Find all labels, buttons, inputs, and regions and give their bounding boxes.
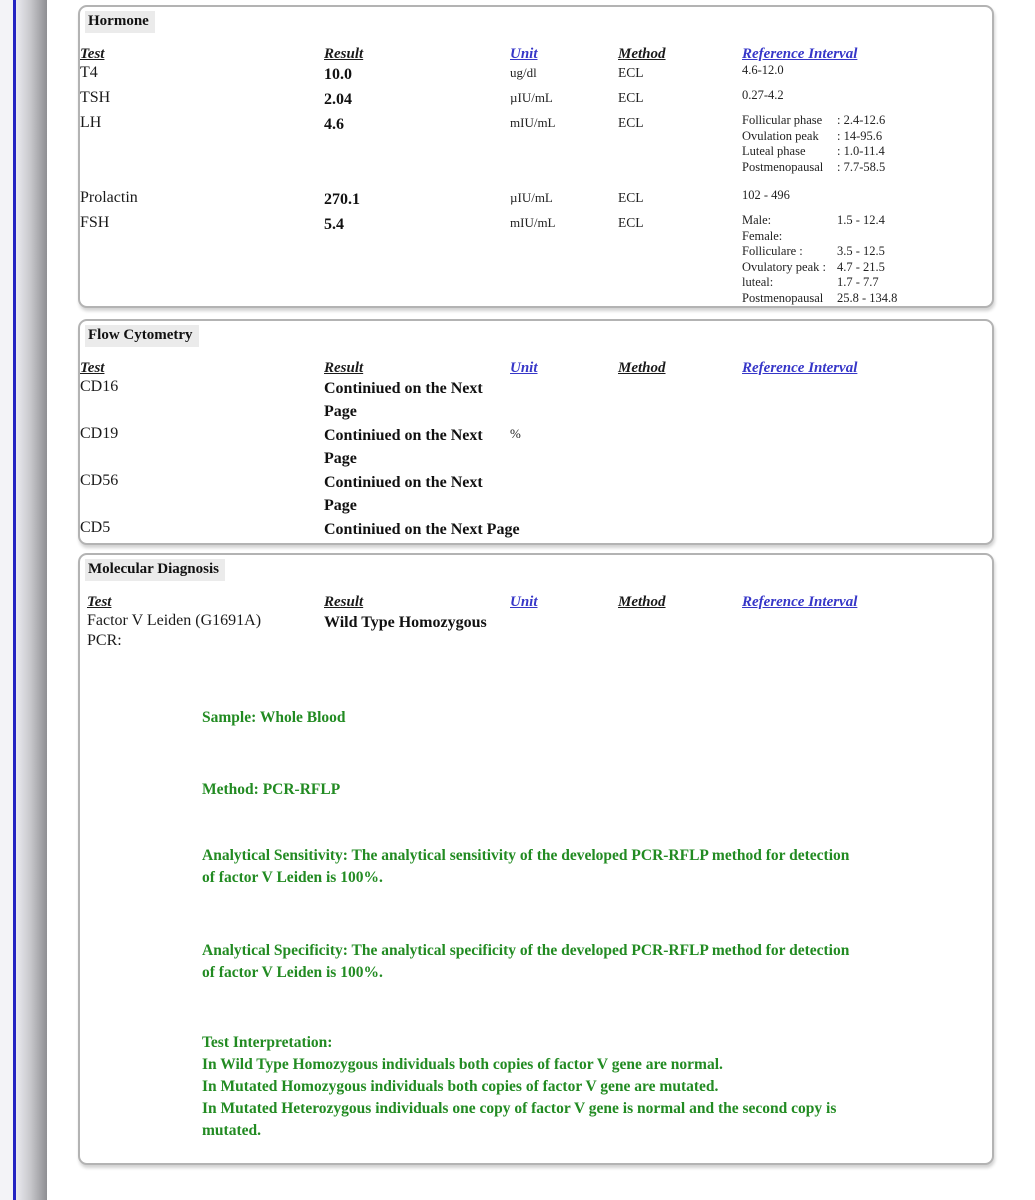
reference-value: 4.6-12.0 <box>742 63 784 77</box>
column-header-unit[interactable]: Unit <box>510 46 538 62</box>
reference-value: 1.7 - 7.7 <box>837 275 879 289</box>
reference-value: 1.5 - 12.4 <box>837 213 885 227</box>
cell-unit: µIU/mL <box>510 190 553 205</box>
cell-reference <box>742 518 992 541</box>
cell-test: TSH <box>80 89 111 106</box>
reference-label: Ovulatory peak : <box>742 259 827 274</box>
molecular-diagnosis-section-title: Molecular Diagnosis <box>85 559 225 581</box>
note-analytical-sensitivity: Analytical Sensitivity: The analytical sensitivity of the developed PCR-RFLP method for detection of factor V Leiden is 100%. <box>202 847 850 886</box>
reference-value: 0.27-4.2 <box>742 88 784 102</box>
cell-unit <box>510 471 618 518</box>
molecular-notes <box>202 707 857 1142</box>
cell-method: ECL <box>618 115 644 130</box>
cell-unit: mIU/mL <box>510 215 556 230</box>
hormone-table <box>80 39 992 306</box>
reference-value: : 2.4-12.6 <box>837 113 886 127</box>
flow-cytometry-table <box>80 353 992 541</box>
cell-test: T4 <box>80 64 98 81</box>
table-row-prolactin <box>80 188 992 213</box>
column-header-unit[interactable]: Unit <box>510 594 538 610</box>
cell-reference <box>742 213 992 306</box>
page-left-margin <box>0 0 13 1200</box>
reference-label: Folliculare : <box>742 244 803 258</box>
note-analytical-specificity: Analytical Specificity: The analytical specificity of the developed PCR-RFLP method for detection of factor V Leiden is 100%. <box>202 942 850 981</box>
table-row-cd56 <box>80 471 992 518</box>
column-header-result[interactable]: Result <box>324 46 364 62</box>
column-header-method[interactable]: Method <box>618 46 666 62</box>
table-row-t4 <box>80 63 992 88</box>
note-sample: Sample: Whole Blood <box>202 709 346 726</box>
cell-result: Continiued on the Next Page <box>324 380 483 420</box>
cell-method: ECL <box>618 190 644 205</box>
reference-value: : 1.0-11.4 <box>837 144 885 158</box>
column-header-reference[interactable]: Reference Interval <box>742 360 858 376</box>
cell-method <box>618 424 742 471</box>
column-header-method[interactable]: Method <box>618 594 666 610</box>
cell-result: Continiued on the Next Page <box>324 521 520 538</box>
reference-value: 25.8 - 134.8 <box>837 290 898 305</box>
reference-label: Ovulation peak <box>742 128 819 143</box>
cell-result: 10.0 <box>324 66 352 83</box>
flow-cytometry-section-title: Flow Cytometry <box>85 325 199 347</box>
table-row-fsh <box>80 213 992 306</box>
cell-result: Continiued on the Next Page <box>324 474 483 514</box>
cell-test: Factor V Leiden (G1691A) PCR: <box>87 612 262 649</box>
note-test-interpretation <box>202 1032 857 1142</box>
reference-value: 4.7 - 21.5 <box>837 259 885 274</box>
column-header-reference[interactable]: Reference Interval <box>742 594 858 610</box>
cell-test: CD16 <box>80 378 119 395</box>
cell-reference <box>742 377 992 424</box>
table-row-cd16 <box>80 377 992 424</box>
cell-reference <box>742 611 992 651</box>
cell-unit <box>510 518 618 541</box>
cell-unit <box>510 611 618 651</box>
interpretation-line: In Mutated Heterozygous individuals one copy of factor V gene is normal and the second copy is mutated. <box>202 1100 837 1139</box>
cell-reference <box>742 188 992 213</box>
cell-unit: % <box>510 426 521 441</box>
table-row-tsh <box>80 88 992 113</box>
cell-result: Wild Type Homozygous <box>324 614 487 631</box>
cell-result: 270.1 <box>324 191 360 208</box>
cell-method: ECL <box>618 90 644 105</box>
cell-unit: mIU/mL <box>510 115 556 130</box>
reference-label: Postmenopausal <box>742 290 824 305</box>
cell-result: 4.6 <box>324 116 344 133</box>
reference-value: 102 - 496 <box>742 188 790 202</box>
cell-test: CD56 <box>80 472 119 489</box>
cell-method <box>618 377 742 424</box>
column-header-test[interactable]: Test <box>87 594 112 610</box>
molecular-header-row <box>80 587 992 611</box>
cell-unit: µIU/mL <box>510 90 553 105</box>
table-row-factor-v-leiden <box>80 611 992 651</box>
interpretation-line: In Mutated Homozygous individuals both copies of factor V gene are mutated. <box>202 1078 719 1095</box>
reference-value: : 14-95.6 <box>837 128 883 143</box>
hormone-section-title: Hormone <box>85 11 155 33</box>
cell-test: LH <box>80 114 102 131</box>
cell-test: CD5 <box>80 519 111 536</box>
cell-unit: ug/dl <box>510 65 537 80</box>
hormone-header-row <box>80 39 992 63</box>
cell-unit <box>510 377 618 424</box>
reference-label: Male: <box>742 213 772 227</box>
cell-method <box>618 611 742 651</box>
column-header-result[interactable]: Result <box>324 360 364 376</box>
interpretation-line: In Wild Type Homozygous individuals both copies of factor V gene are normal. <box>202 1056 723 1073</box>
molecular-diagnosis-table <box>80 587 992 651</box>
interpretation-heading: Test Interpretation: <box>202 1034 333 1051</box>
cell-reference <box>742 424 992 471</box>
column-header-result[interactable]: Result <box>324 594 364 610</box>
table-row-cd19 <box>80 424 992 471</box>
cell-reference <box>742 88 992 113</box>
reference-label: Female: <box>742 228 783 243</box>
flow-cytometry-section-card <box>78 319 994 545</box>
cell-method: ECL <box>618 215 644 230</box>
cell-test: Prolactin <box>80 189 138 206</box>
column-header-method[interactable]: Method <box>618 360 666 376</box>
reference-label: Postmenopausal <box>742 159 824 174</box>
column-header-reference[interactable]: Reference Interval <box>742 46 858 62</box>
column-header-test[interactable]: Test <box>80 360 105 376</box>
cell-result: 2.04 <box>324 91 352 108</box>
column-header-test[interactable]: Test <box>80 46 105 62</box>
molecular-diagnosis-section-card <box>78 553 994 1165</box>
reference-label: Follicular phase <box>742 113 823 127</box>
cell-reference <box>742 113 992 188</box>
cell-result: Continiued on the Next Page <box>324 427 483 467</box>
note-method: Method: PCR-RFLP <box>202 781 341 798</box>
cell-reference <box>742 471 992 518</box>
hormone-section-card <box>78 5 994 308</box>
cell-result: 5.4 <box>324 216 344 233</box>
cell-test: FSH <box>80 214 110 231</box>
column-header-unit[interactable]: Unit <box>510 360 538 376</box>
reference-value: : 7.7-58.5 <box>837 159 886 174</box>
flow-header-row <box>80 353 992 377</box>
cell-test: CD19 <box>80 425 119 442</box>
reference-value: 3.5 - 12.5 <box>837 244 885 258</box>
table-row-cd5 <box>80 518 992 541</box>
reference-label: luteal: <box>742 275 774 289</box>
reference-label: Luteal phase <box>742 144 806 158</box>
cell-reference <box>742 63 992 88</box>
cell-method <box>618 518 742 541</box>
page-spine-shadow <box>16 0 47 1200</box>
table-row-lh <box>80 113 992 188</box>
cell-method: ECL <box>618 65 644 80</box>
cell-method <box>618 471 742 518</box>
